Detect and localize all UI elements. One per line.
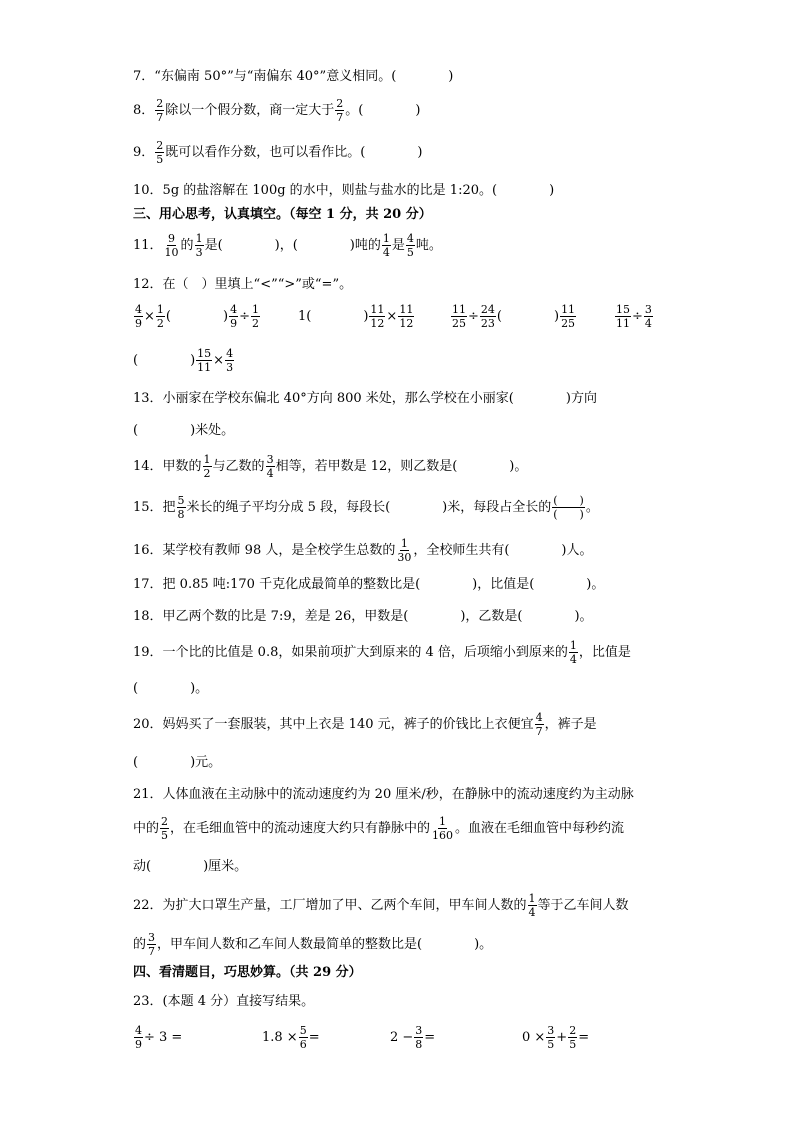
question-19: 19．一个比的比值是 0.8，如果前项扩大到原来的 4 倍，后项缩小到原来的 $\frac{1}{4}$ ，比值是 xyxy=(133,639,631,666)
fraction: $\frac{2}{7}$ xyxy=(336,97,344,124)
section-3-heading: 三、用心思考，认真填空。（每空 1 分，共 20 分） xyxy=(133,207,432,222)
fraction: $\frac{4}{5}$ xyxy=(406,232,414,259)
q12-item-1: $\frac{4}{9}$ × $\frac{1}{2}$ ( ) $\frac{4}{9}$ ÷ $\frac{1}{2}$ xyxy=(135,303,259,330)
q8-number: 8． xyxy=(133,103,155,118)
question-13-cont: ( )米处。 xyxy=(133,423,235,438)
question-11: 11． $\frac{9}{10}$ 的 $\frac{1}{3}$ 是( )，( )吨的 $\frac{1}{4}$ 是 $\frac{4}{5}$ 吨。 xyxy=(133,232,442,259)
q12-item-2: 1( ) $\frac{11}{12}$ × $\frac{11}{12}$ xyxy=(298,303,414,330)
question-19-cont: ( )。 xyxy=(133,681,209,696)
fraction: $\frac{1}{3}$ xyxy=(195,232,203,259)
q23-item-1: $\frac{4}{9}$ ÷ 3 = xyxy=(135,1024,183,1051)
question-18: 18．甲乙两个数的比是 7:9，差是 26，甲数是( )，乙数是( )。 xyxy=(133,609,593,624)
fraction: $\frac{2}{5}$ xyxy=(156,139,164,166)
q23-item-3: 2 − $\frac{3}{8}$ = xyxy=(390,1024,436,1051)
question-9: 9． $\frac{2}{5}$ 既可以看作分数，也可以看作比。( ) xyxy=(133,139,423,166)
question-22-cont: 的 $\frac{3}{7}$ ，甲车间人数和乙车间人数最简单的整数比是( )。 xyxy=(133,931,493,958)
question-23: 23．(本题 4 分）直接写结果。 xyxy=(133,994,315,1009)
fraction: $\frac{2}{7}$ xyxy=(156,97,164,124)
question-12: 12．在（ ）里填上“<”“>”或“=”。 xyxy=(133,277,353,292)
question-16: 16．某学校有教师 98 人，是全校学生总数的 $\frac{1}{30}$ ，全校师生共有( )人。 xyxy=(133,537,593,564)
question-21: 21．人体血液在主动脉中的流动速度约为 20 厘米/秒，在静脉中的流动速度约为主动脉 xyxy=(133,787,634,802)
question-21-line-3: 动( )厘米。 xyxy=(133,859,248,874)
q12-line-2: ( ) $\frac{15}{11}$ × $\frac{4}{3}$ xyxy=(133,347,234,374)
section-4-heading: 四、看清题目，巧思妙算。（共 29 分） xyxy=(133,965,362,980)
fraction: $\frac{1}{4}$ xyxy=(382,232,390,259)
question-20-cont: ( )元。 xyxy=(133,755,222,770)
fraction-blank: ( ) ( ) xyxy=(553,494,584,521)
question-14: 14．甲数的 $\frac{1}{2}$ 与乙数的 $\frac{3}{4}$ 相等，若甲数是 12，则乙数是( )。 xyxy=(133,453,528,480)
question-22: 22．为扩大口罩生产量，工厂增加了甲、乙两个车间，甲车间人数的 $\frac{1}{4}$ 等于乙车间人数 xyxy=(133,892,629,919)
question-8: 8． $\frac{2}{7}$ 除以一个假分数，商一定大于 $\frac{2}{7}$ 。( ) xyxy=(133,97,421,124)
question-13: 13．小丽家在学校东偏北 40°方向 800 米处，那么学校在小丽家( )方向 xyxy=(133,391,597,406)
question-21-line-2: 中的 $\frac{2}{5}$ ，在毛细血管中的流动速度大约只有静脉中的 $\frac{1}{160}$ 。血液在毛细血管中每秒约流 xyxy=(133,815,625,842)
question-15: 15．把 $\frac{5}{8}$ 米长的绳子平均分成 5 段，每段长( )米，每段占全长的 ( ) ( ) 。 xyxy=(133,494,599,521)
fraction: $\frac{9}{10}$ xyxy=(164,232,179,259)
q23-item-4: 0 × $\frac{3}{5}$ + $\frac{2}{5}$ = xyxy=(522,1024,590,1051)
q12-item-4: $\frac{15}{11}$ ÷ $\frac{3}{4}$ xyxy=(616,303,652,330)
question-7: 7．“东偏南 50°”与“南偏东 40°”意义相同。( ) xyxy=(133,69,454,84)
question-20: 20．妈妈买了一套服装，其中上衣是 140 元，裤子的价钱比上衣便宜 $\frac{4}{7}$ ，裤子是 xyxy=(133,711,597,738)
q12-item-3: $\frac{11}{25}$ ÷ $\frac{24}{23}$ ( ) $\frac{11}{25}$ xyxy=(452,303,576,330)
q23-item-2: 1.8 × $\frac{5}{6}$ = xyxy=(262,1024,320,1051)
question-17: 17．把 0.85 吨:170 千克化成最简单的整数比是( )，比值是( )。 xyxy=(133,577,605,592)
question-10: 10．5g 的盐溶解在 100g 的水中，则盐与盐水的比是 1:20。( ) xyxy=(133,183,555,198)
